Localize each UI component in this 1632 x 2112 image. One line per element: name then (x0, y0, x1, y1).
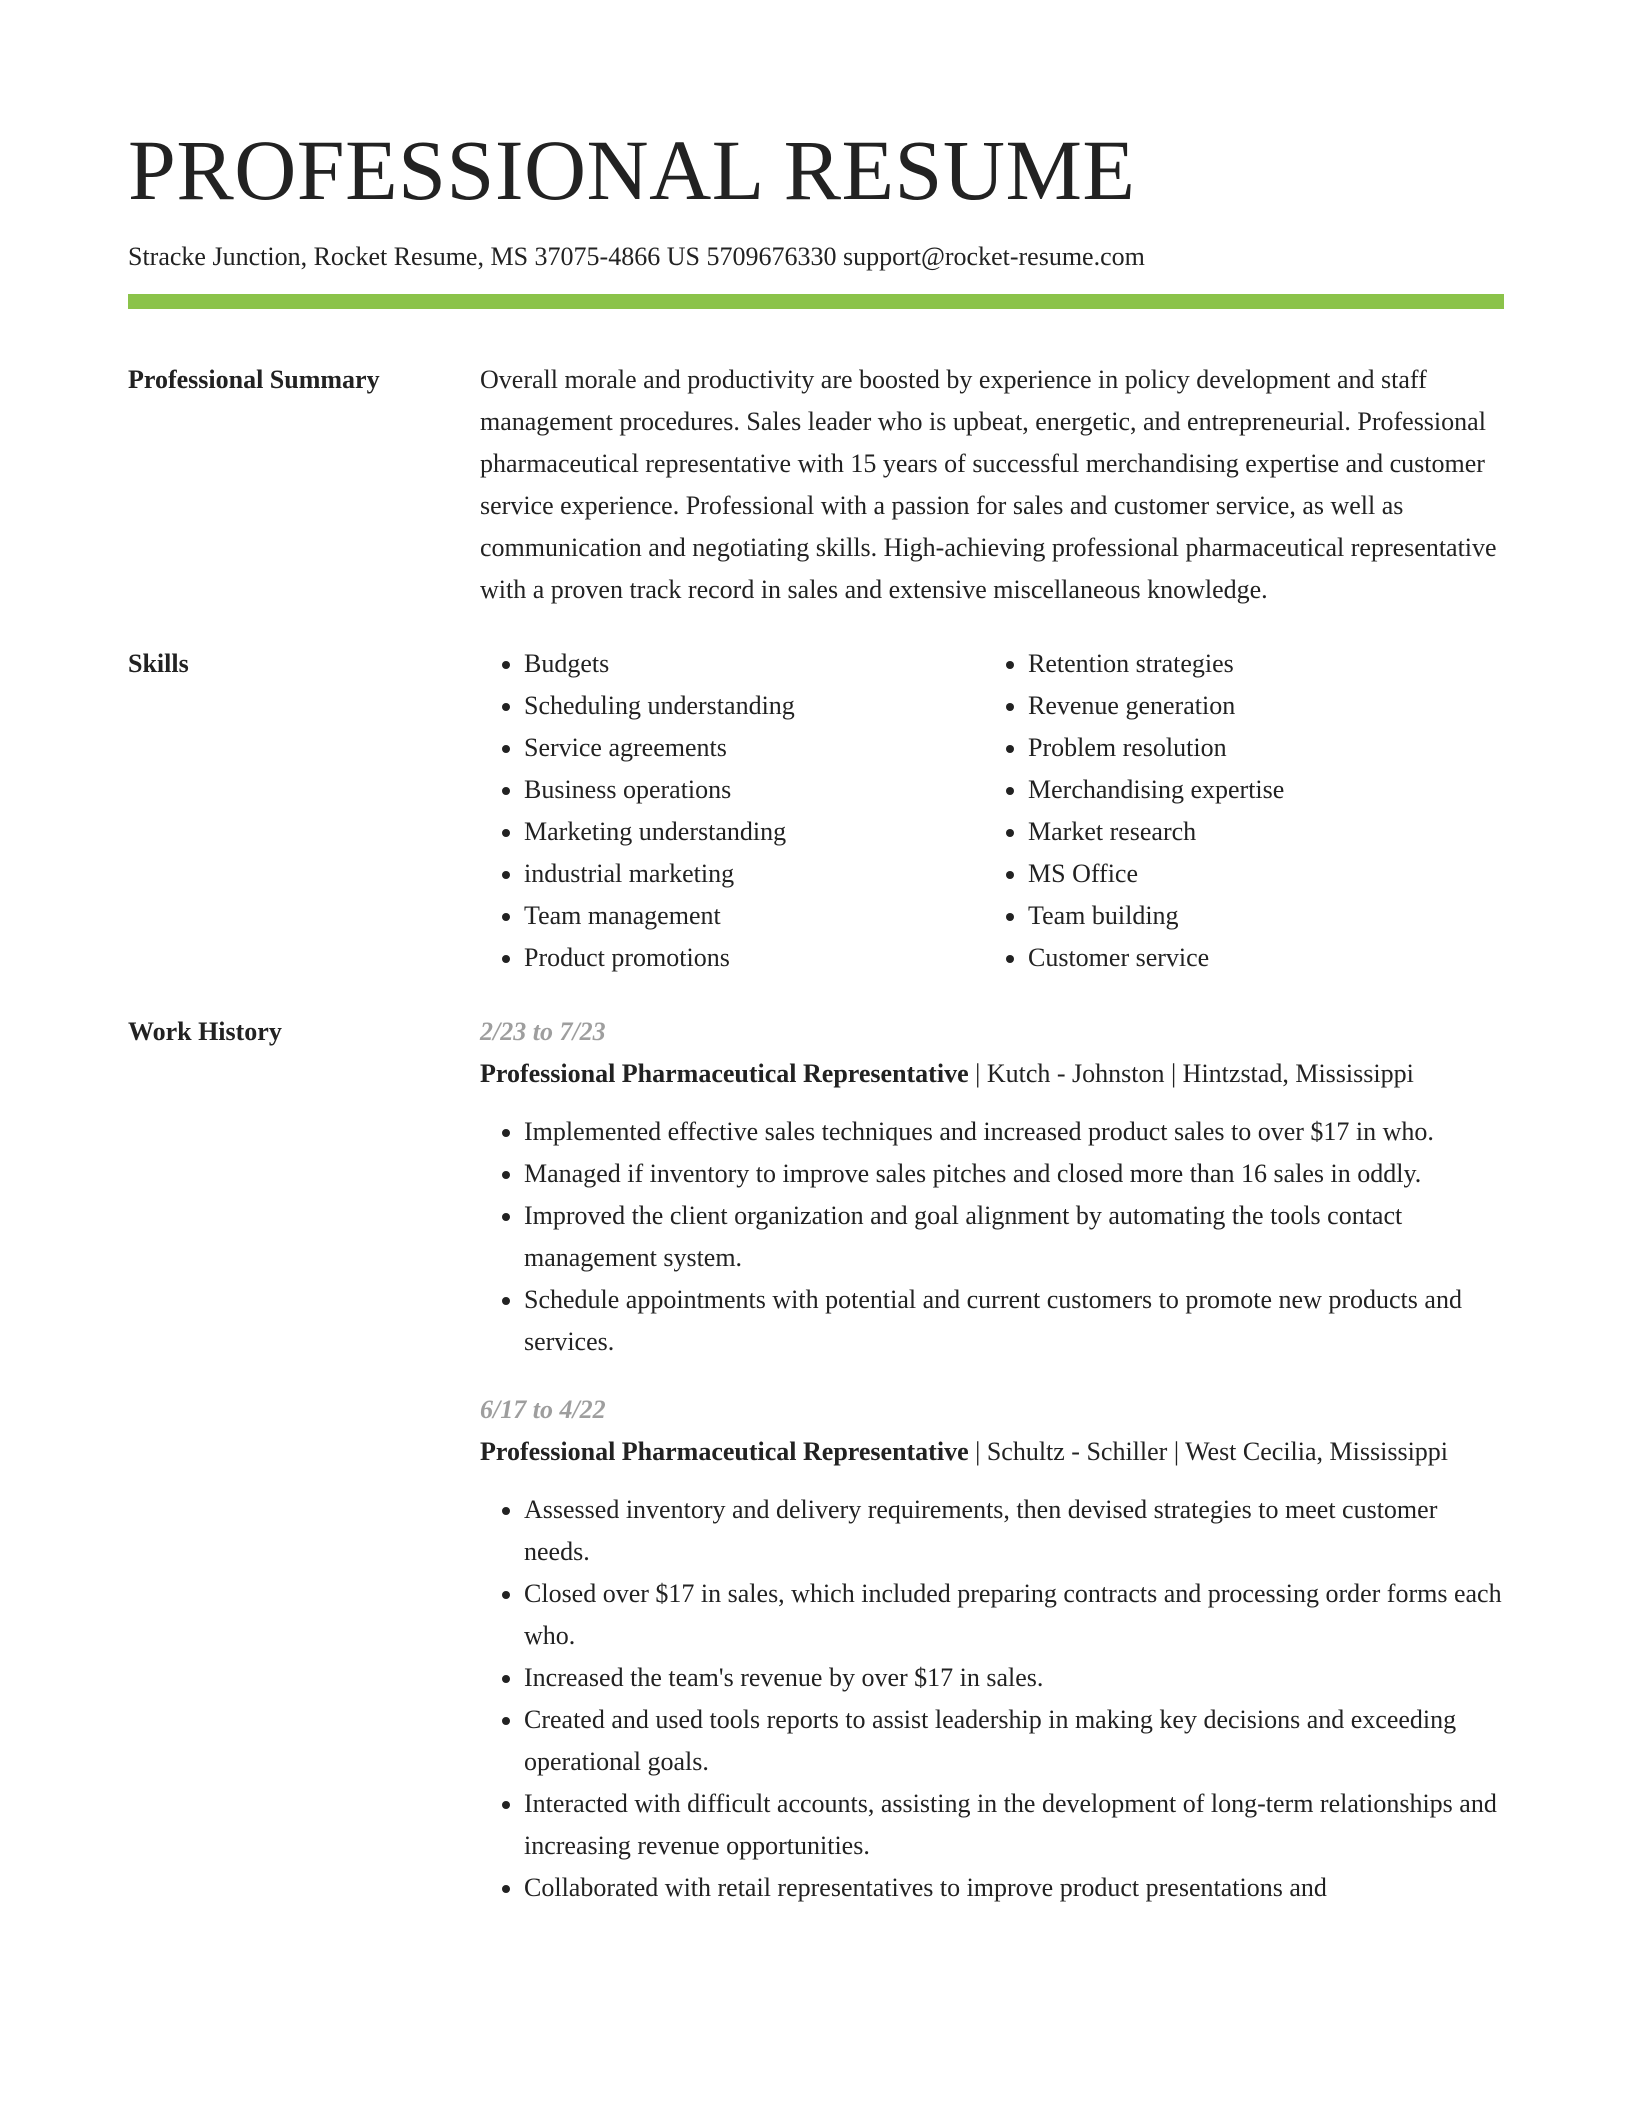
resume-page (128, 0, 1504, 1935)
job-details: | Schultz - Schiller | West Cecilia, Mississippi (968, 1437, 1449, 1466)
skill-item: • Product promotions (524, 937, 984, 979)
summary-section (128, 359, 1504, 611)
resume-title: PROFESSIONAL RESUME (128, 122, 1136, 218)
job-bullet: • Assessed inventory and delivery requirements, then devised strategies to meet customer needs. (524, 1489, 1504, 1573)
skill-item: • Problem resolution (1028, 727, 1488, 769)
skill-item: • Customer service (1028, 937, 1488, 979)
job-entry (480, 1389, 1504, 1909)
skills-grid (480, 643, 1504, 979)
summary-body (480, 359, 1504, 611)
job-bullet: • Improved the client organization and goal alignment by automating the tools contact management system. (524, 1195, 1504, 1279)
job-bullet: • Implemented effective sales techniques and increased product sales to over $17 in who. (524, 1111, 1504, 1153)
skill-item: • Team management (524, 895, 984, 937)
skill-item: • Budgets (524, 643, 984, 685)
job-bullet: • Schedule appointments with potential and current customers to promote new products and services. (524, 1279, 1504, 1363)
contact-address: Stracke Junction, Rocket Resume, MS 37075-4866 US (128, 242, 700, 271)
skills-list-left (480, 643, 984, 979)
skill-item: • Marketing understanding (524, 811, 984, 853)
job-title: Professional Pharmaceutical Representative (480, 1437, 969, 1466)
work-history-heading: Work History (128, 1017, 282, 1046)
job-bullet: • Collaborated with retail representatives to improve product presentations and (524, 1867, 1504, 1909)
contact-email: support@rocket-resume.com (842, 242, 1145, 271)
summary-text: Overall morale and productivity are boosted by experience in policy development and staff management procedures. Sales leader who is upbeat, energetic, and entrepreneurial. Professional pharmaceutical representative with 15 years of successful merchandising expertise and customer service experience. Professional with a passion for sales and customer service, as well as communication and negotiating skills. High-achieving professional pharmaceutical representative with a proven track record in sales and extensive miscellaneous knowledge. (480, 365, 1497, 604)
skill-item: • Market research (1028, 811, 1488, 853)
skill-item: • industrial marketing (524, 853, 984, 895)
contact-phone: 5709676330 (706, 242, 837, 271)
job-bullets (480, 1489, 1504, 1909)
skill-item: • Business operations (524, 769, 984, 811)
job-dates: 2/23 to 7/23 (480, 1017, 606, 1046)
skill-item: • MS Office (1028, 853, 1488, 895)
work-history-section (128, 1011, 1504, 1935)
summary-heading: Professional Summary (128, 365, 380, 394)
job-entry (480, 1011, 1504, 1363)
job-bullet: • Closed over $17 in sales, which included preparing contracts and processing order forms each who. (524, 1573, 1504, 1657)
skill-item: • Team building (1028, 895, 1488, 937)
skills-section (128, 643, 1504, 979)
job-title: Professional Pharmaceutical Representative (480, 1059, 969, 1088)
work-history-body (480, 1011, 1504, 1935)
job-details: | Kutch - Johnston | Hintzstad, Mississippi (968, 1059, 1414, 1088)
skill-item: • Scheduling understanding (524, 685, 984, 727)
skills-list-right (984, 643, 1488, 979)
skill-item: • Merchandising expertise (1028, 769, 1488, 811)
job-heading (480, 1431, 1504, 1473)
job-bullet: • Created and used tools reports to assist leadership in making key decisions and exceeding operational goals. (524, 1699, 1504, 1783)
skill-item: • Service agreements (524, 727, 984, 769)
job-heading (480, 1053, 1504, 1095)
skills-heading: Skills (128, 649, 189, 678)
job-bullet: • Interacted with difficult accounts, assisting in the development of long-term relationships and increasing revenue opportunities. (524, 1783, 1504, 1867)
job-bullets (480, 1111, 1504, 1363)
header-divider (128, 294, 1504, 309)
skill-item: • Retention strategies (1028, 643, 1488, 685)
job-dates: 6/17 to 4/22 (480, 1395, 606, 1424)
skill-item: • Revenue generation (1028, 685, 1488, 727)
skills-body (480, 643, 1504, 979)
job-bullet: • Increased the team's revenue by over $17 in sales. (524, 1657, 1504, 1699)
job-bullet: • Managed if inventory to improve sales pitches and closed more than 16 sales in oddly. (524, 1153, 1504, 1195)
contact-line (128, 240, 1504, 274)
